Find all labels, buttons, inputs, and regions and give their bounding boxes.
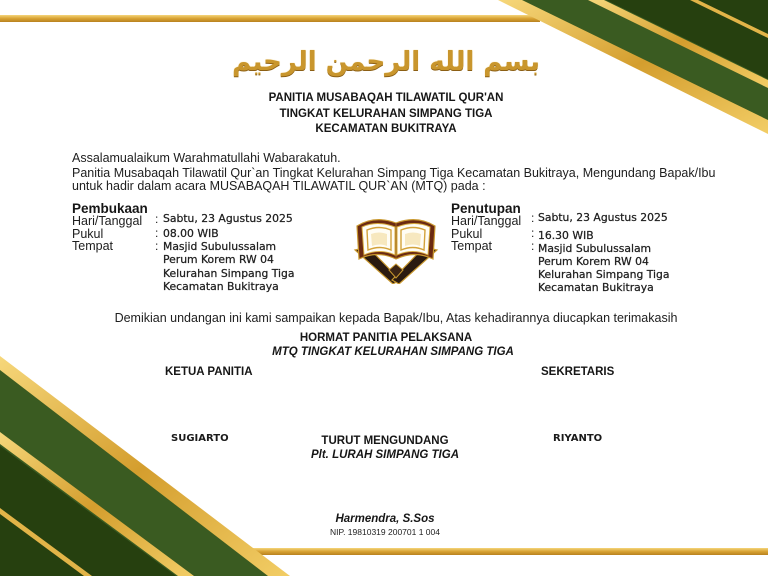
venue-line: Masjid Subulussalam — [538, 242, 652, 255]
chair-name: SUGIARTO — [171, 433, 229, 444]
event-time: 16.30 WIB — [538, 229, 594, 242]
separator: : — [531, 211, 535, 225]
secretary-name: RIYANTO — [553, 433, 603, 444]
secretary-title: SEKRETARIS — [541, 366, 615, 378]
bismillah-calligraphy: بسم الله الرحمن الرحيم — [232, 47, 540, 77]
separator: : — [155, 226, 159, 240]
venue-line: Kecamatan Bukitraya — [163, 280, 279, 293]
top-gold-stripe — [0, 15, 540, 22]
bottom-left-corner-band — [0, 356, 290, 576]
label-time: Pukul — [72, 227, 104, 241]
separator: : — [155, 212, 159, 226]
venue-line: Perum Korem RW 04 — [163, 253, 274, 266]
official-name: Harmendra, S.Sos — [335, 513, 435, 525]
cosigner-heading: TURUT MENGUNDANG — [321, 435, 449, 447]
label-day-date: Hari/Tanggal — [72, 214, 143, 228]
venue-line: Masjid Subulussalam — [163, 240, 277, 253]
venue-line: Kelurahan Simpang Tiga — [163, 267, 295, 280]
intro-line-1: Panitia Musabaqah Tilawatil Qur`an Tingkat Kelurahan Simpang Tiga Kecamatan Bukitraya, Mengundang Bapak/Ibu — [72, 166, 716, 180]
chair-title: KETUA PANITIA — [165, 366, 253, 378]
closing-sentence: Demikian undangan ini kami sampaikan kepada Bapak/Ibu, Atas kehadirannya diucapkan terimakasih — [114, 311, 678, 325]
official-nip: NIP. 19810319 200701 1 004 — [330, 527, 440, 537]
venue-line: Kelurahan Simpang Tiga — [538, 268, 670, 281]
venue-line: Kecamatan Bukitraya — [538, 281, 654, 294]
quran-on-rehal-icon — [353, 212, 439, 284]
event-date: Sabtu, 23 Agustus 2025 — [538, 211, 668, 224]
label-time: Pukul — [451, 227, 483, 241]
label-day-date: Hari/Tanggal — [451, 214, 522, 228]
event-heading: Penutupan — [451, 201, 521, 216]
separator: : — [155, 239, 159, 253]
event-time: 08.00 WIB — [163, 227, 219, 240]
event-heading: Pembukaan — [72, 201, 148, 216]
greeting: Assalamualaikum Warahmatullahi Wabarakatuh. — [72, 151, 341, 165]
title-line-3: KECAMATAN BUKITRAYA — [315, 123, 457, 135]
venue-line: Perum Korem RW 04 — [538, 255, 649, 268]
bottom-gold-stripe — [236, 548, 768, 555]
separator: : — [531, 239, 535, 253]
title-line-2: TINGKAT KELURAHAN SIMPANG TIGA — [279, 108, 493, 120]
intro-line-2: untuk hadir dalam acara MUSABAQAH TILAWATIL QUR`AN (MTQ) pada : — [72, 179, 486, 193]
committee-heading: HORMAT PANITIA PELAKSANA — [299, 332, 473, 344]
label-place: Tempat — [72, 239, 113, 253]
title-line-1: PANITIA MUSABAQAH TILAWATIL QUR'AN — [268, 92, 504, 104]
label-place: Tempat — [451, 239, 492, 253]
cosigner-position: Plt. LURAH SIMPANG TIGA — [310, 449, 460, 461]
event-date: Sabtu, 23 Agustus 2025 — [163, 212, 293, 225]
separator: : — [531, 226, 535, 240]
committee-subheading: MTQ TINGKAT KELURAHAN SIMPANG TIGA — [272, 346, 514, 358]
